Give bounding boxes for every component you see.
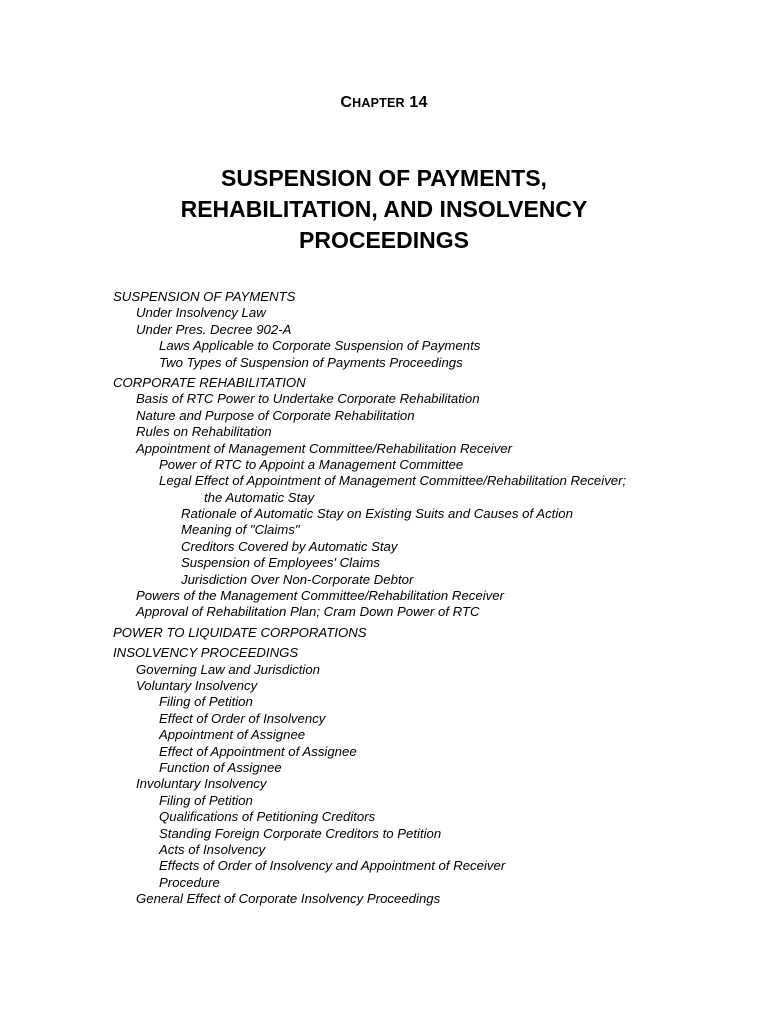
outline-item: the Automatic Stay bbox=[204, 489, 315, 505]
outline-item: Creditors Covered by Automatic Stay bbox=[181, 538, 398, 554]
outline-item: Rationale of Automatic Stay on Existing Suits and Causes of Action bbox=[181, 506, 573, 522]
outline-item: Involuntary Insolvency bbox=[136, 776, 267, 792]
chapter-label-initial: C bbox=[340, 94, 353, 111]
outline-section-heading: CORPORATE REHABILITATION bbox=[113, 374, 306, 390]
outline-section-heading: SUSPENSION OF PAYMENTS bbox=[113, 289, 296, 304]
outline-item: Under Pres. Decree 902-A bbox=[136, 321, 292, 337]
outline-item: Jurisdiction Over Non-Corporate Debtor bbox=[181, 571, 414, 587]
outline-item: General Effect of Corporate Insolvency Proceedings bbox=[136, 891, 441, 907]
outline-item: Qualifications of Petitioning Creditors bbox=[159, 809, 376, 825]
chapter-number: 14 bbox=[409, 94, 428, 111]
outline-item: Powers of the Management Committee/Rehabilitation Receiver bbox=[136, 588, 504, 604]
outline-item: Power of RTC to Appoint a Management Committee bbox=[159, 456, 464, 472]
outline-item: Rules on Rehabilitation bbox=[136, 424, 272, 440]
outline-item: Procedure bbox=[159, 874, 220, 890]
outline-item: Laws Applicable to Corporate Suspension of Payments bbox=[159, 338, 481, 354]
outline-item: Appointment of Management Committee/Rehabilitation Receiver bbox=[136, 440, 513, 456]
outline-item: Basis of RTC Power to Undertake Corporate Rehabilitation bbox=[136, 391, 480, 407]
outline-item: Two Types of Suspension of Payments Proceedings bbox=[159, 354, 463, 370]
outline-item: Effects of Order of Insolvency and Appointment of Receiver bbox=[159, 858, 506, 874]
outline-item: Effect of Appointment of Assignee bbox=[159, 743, 357, 759]
outline-item: Acts of Insolvency bbox=[159, 841, 266, 857]
outline-item: Nature and Purpose of Corporate Rehabilitation bbox=[136, 407, 415, 423]
chapter-title-line: REHABILITATION, AND INSOLVENCY bbox=[180, 196, 588, 222]
outline-item: Approval of Rehabilitation Plan; Cram Down Power of RTC bbox=[136, 604, 480, 620]
chapter-title-line: PROCEEDINGS bbox=[299, 227, 469, 253]
outline-item: Function of Assignee bbox=[159, 759, 282, 775]
chapter-label bbox=[0, 94, 768, 112]
outline-item: Standing Foreign Corporate Creditors to Petition bbox=[159, 825, 442, 841]
chapter-outline bbox=[113, 289, 753, 907]
outline-item: Effect of Order of Insolvency bbox=[159, 710, 326, 726]
outline-item: Under Insolvency Law bbox=[136, 305, 266, 321]
outline-section-heading: POWER TO LIQUIDATE CORPORATIONS bbox=[113, 624, 367, 640]
outline-item: Suspension of Employees' Claims bbox=[181, 555, 380, 571]
outline-item: Voluntary Insolvency bbox=[136, 677, 258, 693]
outline-item: Filing of Petition bbox=[159, 694, 253, 710]
chapter-title-line: SUSPENSION OF PAYMENTS, bbox=[221, 165, 547, 191]
outline-item: Legal Effect of Appointment of Management Committee/Rehabilitation Receiver; bbox=[159, 473, 627, 489]
outline-item: Appointment of Assignee bbox=[159, 727, 306, 743]
outline-item: Governing Law and Jurisdiction bbox=[136, 661, 320, 677]
outline-item: Meaning of "Claims" bbox=[181, 522, 300, 538]
outline-item: Filing of Petition bbox=[159, 792, 253, 808]
chapter-title bbox=[0, 163, 768, 256]
chapter-label-rest: HAPTER bbox=[352, 96, 405, 110]
outline-section-heading: INSOLVENCY PROCEEDINGS bbox=[113, 645, 299, 661]
